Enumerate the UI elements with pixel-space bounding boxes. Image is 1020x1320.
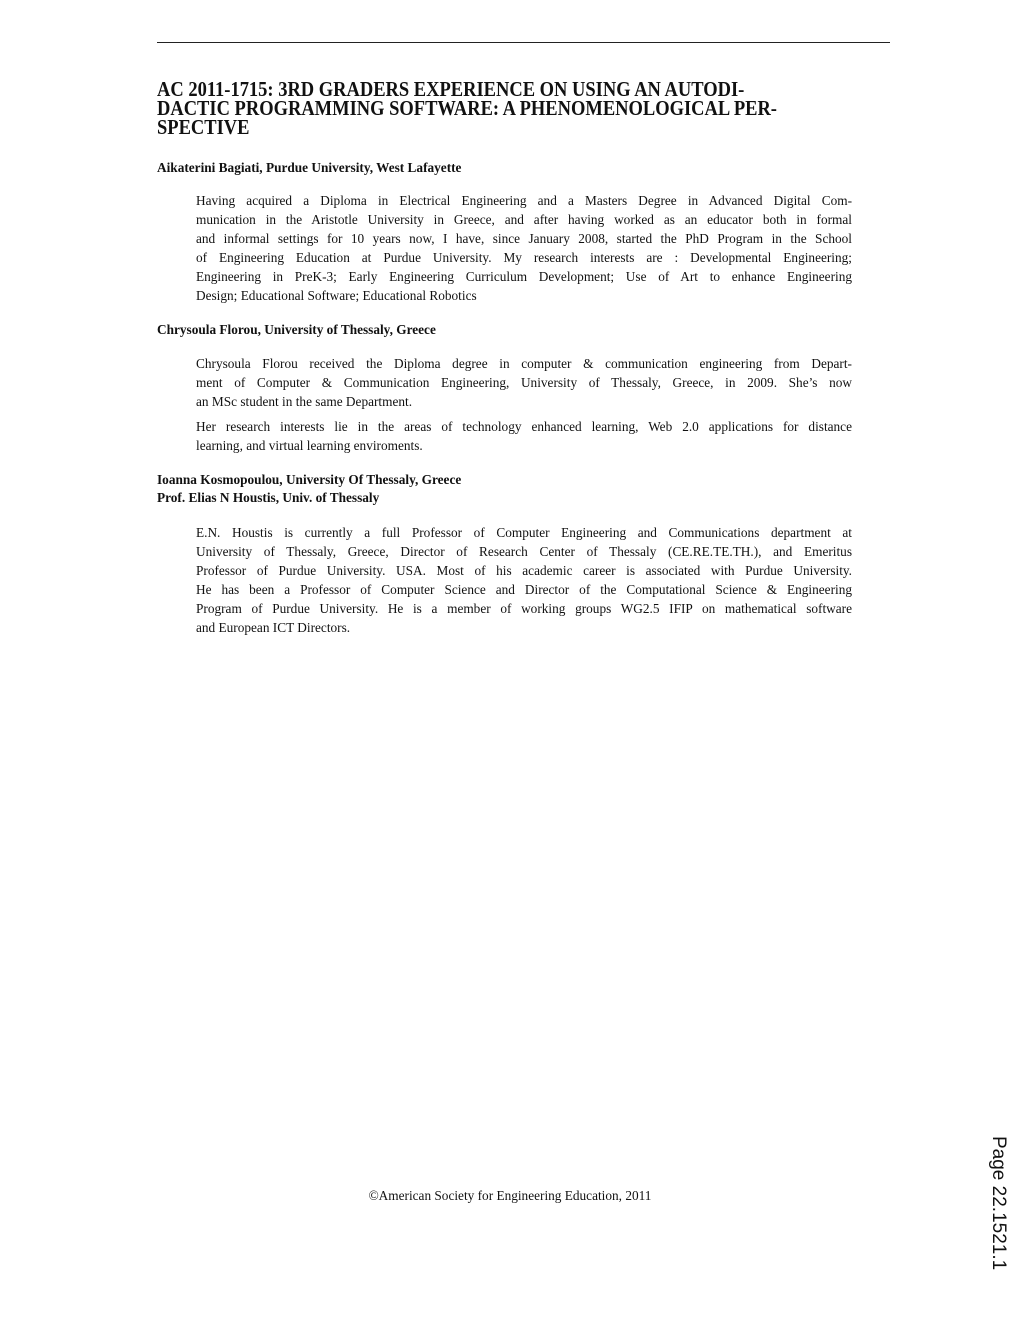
bio-line: Chrysoula Florou received the Diploma degree in computer & communication engineering from Depart- <box>196 356 852 371</box>
author-bio <box>196 524 852 637</box>
bio-line: E.N. Houstis is currently a full Professor of Computer Engineering and Communications department at <box>196 525 852 540</box>
bio-line: ment of Computer & Communication Engineering, University of Thessaly, Greece, in 2009. She’s now <box>196 374 852 390</box>
bio-line: and informal settings for 10 years now, I have, since January 2008, started the PhD Program in the School <box>196 230 852 246</box>
bio-line: Program of Purdue University. He is a member of working groups WG2.5 IFIP on mathematical software <box>196 600 852 616</box>
bio-line: munication in the Aristotle University in Greece, and after having worked as an educator both in formal <box>196 211 852 227</box>
page-number: Page 22.1521.1 <box>988 1136 1009 1271</box>
bio-line: Professor of Purdue University. USA. Most of his academic career is associated with Purdue University. <box>196 562 852 578</box>
title-line: SPECTIVE <box>157 115 250 139</box>
author-name: Ioanna Kosmopoulou, University Of Thessaly, Greece <box>157 472 462 487</box>
bio-line: Her research interests lie in the areas of technology enhanced learning, Web 2.0 applications for distance <box>196 419 852 434</box>
bio-line: Having acquired a Diploma in Electrical Engineering and a Masters Degree in Advanced Digital Com- <box>196 193 852 208</box>
bio-line: University of Thessaly, Greece, Director of Research Center of Thessaly (CE.RE.TE.TH.), and Emeritus <box>196 543 852 559</box>
author-bio <box>196 192 852 305</box>
title-line: AC 2011-1715: 3RD GRADERS EXPERIENCE ON USING AN AUTODI- <box>157 77 745 101</box>
bio-line: and European ICT Directors. <box>196 619 351 635</box>
bio-line: an MSc student in the same Department. <box>196 393 413 409</box>
paper-title <box>157 77 811 139</box>
author-bio <box>196 418 852 456</box>
author-name: Prof. Elias N Houstis, Univ. of Thessaly <box>157 490 380 505</box>
bio-line: learning, and virtual learning enviroments. <box>196 437 423 453</box>
author-name: Chrysoula Florou, University of Thessaly, Greece <box>157 322 436 337</box>
title-line: DACTIC PROGRAMMING SOFTWARE: A PHENOMENOLOGICAL PER- <box>157 96 777 120</box>
copyright-footer: ©American Society for Engineering Education, 2011 <box>368 1188 652 1203</box>
author-bio <box>196 355 852 412</box>
bio-line: He has been a Professor of Computer Science and Director of the Computational Science & Engineering <box>196 581 852 597</box>
top-rule <box>157 42 890 43</box>
bio-line: Design; Educational Software; Educational Robotics <box>196 287 477 303</box>
bio-line: Engineering in PreK-3; Early Engineering Curriculum Development; Use of Art to enhance Engineering <box>196 268 852 284</box>
bio-line: of Engineering Education at Purdue University. My research interests are : Developmental Engineering; <box>196 249 852 265</box>
author-name: Aikaterini Bagiati, Purdue University, West Lafayette <box>157 160 462 175</box>
